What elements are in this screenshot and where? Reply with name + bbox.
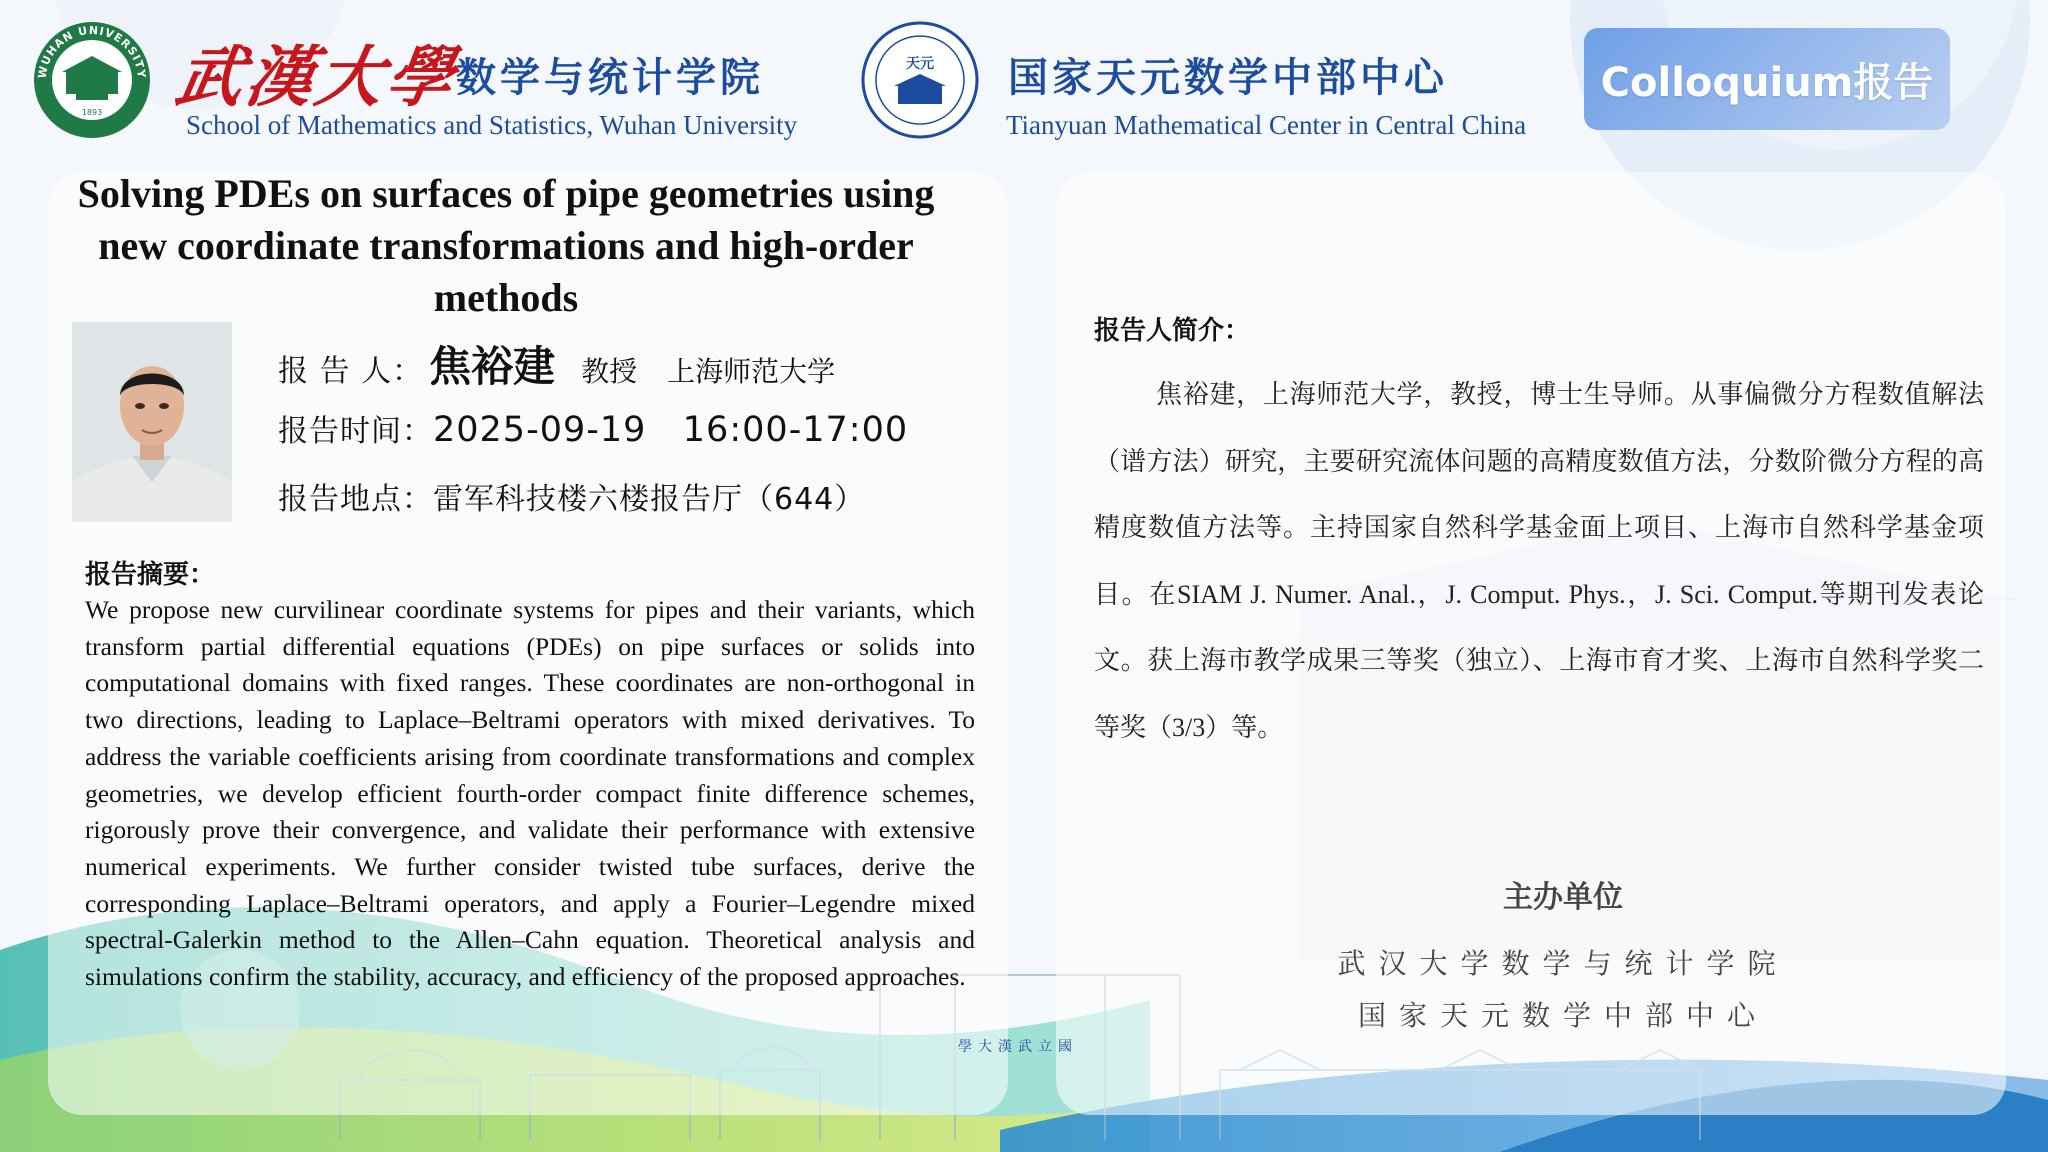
school-name-cn: 数学与统计学院: [456, 55, 764, 101]
abstract-text: We propose new curvilinear coordinate systems for pipes and their variants, which transform partial differential equations (PDEs) on pipe surfaces or solids into computational domains with fixed ranges. These coordinates are non-orthogonal in two directions, leading to Laplace–Beltrami operators with mixed derivatives. To address the variable coefficients arising from coordinate transformations and complex geometries, we develop efficient fourth-order compact finite difference schemes, rigorously prove their convergence, and validate their performance with extensive numerical experiments. We further consider twisted tube surfaces, derive the corresponding Laplace–Beltrami operators, and apply a Fourier–Legendre mixed spectral-Galerkin method to the Allen–Cahn equation. Theoretical analysis and simulations confirm the stability, accuracy, and efficiency of the proposed approaches.: [85, 595, 975, 992]
place-value: 雷军科技楼六楼报告厅（644）: [433, 482, 866, 517]
organizer-item: 国家天元数学中部中心: [1357, 999, 1768, 1032]
time-value: 2025-09-19 16:00-17:00: [433, 410, 909, 450]
svg-text:WUHAN UNIVERSITY: [36, 24, 148, 80]
place-label: 报告地点：: [278, 482, 433, 517]
logo-year: 1893: [81, 108, 103, 117]
time-label: 报告时间：: [278, 414, 433, 449]
speaker-row: [278, 334, 835, 394]
speaker-label: 报 告 人：: [278, 354, 424, 389]
abstract-label: 报告摘要：: [85, 560, 216, 590]
bio-text: 焦裕建，上海师范大学，教授，博士生导师。从事偏微分方程数值解法（谱方法）研究，主要研究流体问题的高精度数值方法，分数阶微分方程的高精度数值方法等。主持国家自然科学基金面上项目、上海市自然科学基金项目。在SIAM J. Numer. Anal.，J. Comput. Phys.，J. Sci. Comput.等期刊发表论文。获上海市教学成果三等奖（独立）、上海市育才奖、上海市自然科学奖二等奖（3/3）等。: [1094, 380, 1984, 742]
place-row: [278, 474, 865, 518]
school-name-en: School of Mathematics and Statistics, Wuhan University: [186, 110, 798, 140]
center-logo-text: 天元: [906, 56, 934, 72]
organizers-label: 主办单位: [1503, 880, 1623, 915]
logo-seal-arc-text: WUHAN UNIVERSITY: [35, 23, 149, 80]
center-name-cn: 国家天元数学中部中心: [1008, 55, 1448, 101]
logo-seal-text: [32, 20, 152, 140]
talk-title: Solving PDEs on surfaces of pipe geometries using new coordinate transformations and high-order methods: [77, 171, 935, 320]
wuhan-university-calligraphy: 武漢大學: [170, 38, 464, 116]
speaker-photo: [72, 322, 232, 522]
time-row: [278, 406, 908, 450]
speaker-title: 教授: [581, 355, 638, 388]
speaker-affiliation: 上海师范大学: [667, 355, 836, 388]
bio-label: 报告人简介：: [1094, 316, 1251, 346]
speaker-name: 焦裕建: [429, 342, 556, 391]
colloquium-badge: Colloquium报告: [1584, 28, 1950, 130]
center-name-en: Tianyuan Mathematical Center in Central China: [1006, 110, 1527, 140]
gate-inscription: 學大漢武立國: [958, 1039, 1078, 1055]
organizer-item: 武汉大学数学与统计学院: [1337, 947, 1789, 980]
tianyuan-center-logo: [860, 20, 980, 140]
